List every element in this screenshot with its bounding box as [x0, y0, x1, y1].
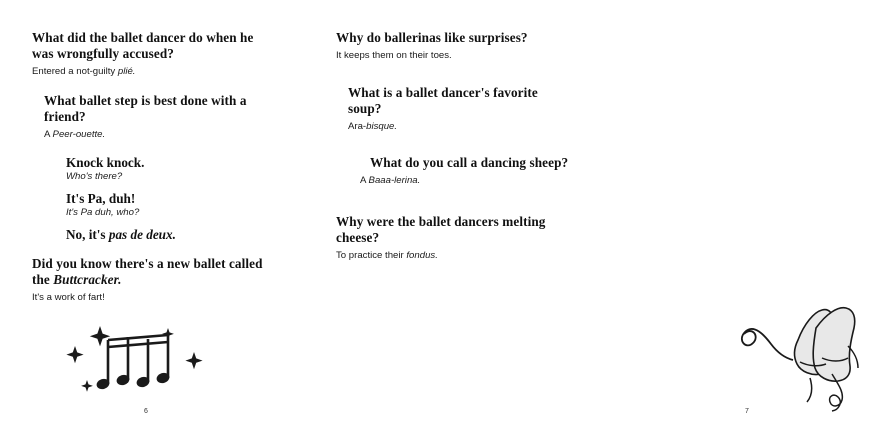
joke-item — [44, 93, 274, 142]
joke-question: What ballet step is best done with a friend? — [44, 92, 247, 124]
right-page — [300, 0, 749, 429]
joke-item — [360, 155, 570, 188]
joke-answer-italic: Baaa-lerina. — [368, 175, 421, 187]
joke-answer: To practice their fondus. — [336, 249, 438, 261]
joke-answer-italic: plié. — [117, 66, 136, 78]
joke-question: What do you call a dancing sheep? — [370, 155, 569, 171]
joke-answer: Ara-bisque. — [348, 120, 398, 132]
joke-answer: A Baaa-lerina. — [360, 175, 421, 187]
joke-answer-italic: Peer-ouette. — [52, 128, 106, 140]
joke-answer-italic: bisque. — [366, 120, 398, 132]
joke-question: Why were the ballet dancers melting cheese? — [336, 213, 546, 245]
joke-answer: A Peer-ouette. — [44, 128, 106, 140]
joke-item — [32, 30, 274, 79]
left-page — [0, 0, 300, 429]
joke-question-italic: Buttcracker. — [53, 271, 122, 287]
joke-item — [336, 214, 570, 263]
joke-item — [336, 30, 570, 63]
ballet-pointe-shoes-illustration — [740, 300, 880, 410]
joke-answer: It keeps them on their toes. — [336, 50, 452, 62]
page-number-right: 7 — [745, 408, 749, 415]
joke-question: What is a ballet dancer's favorite soup? — [348, 84, 538, 116]
page-number-left: 6 — [144, 408, 148, 415]
joke-answer: It's a work of fart! — [32, 291, 105, 303]
knock-knock-line-1: Knock knock. — [66, 155, 145, 171]
knock-knock-joke — [66, 155, 274, 242]
knock-knock-response-2: It's Pa duh, who? — [66, 206, 140, 218]
joke-question: Why do ballerinas like surprises? — [336, 30, 528, 45]
knock-knock-response-1: Who's there? — [66, 171, 123, 183]
joke-question: What did the ballet dancer do when he was wrongfully accused? — [32, 30, 254, 62]
musical-notes-illustration — [42, 318, 232, 404]
joke-item — [348, 85, 570, 134]
joke-answer: Entered a not-guilty plié. — [32, 66, 136, 78]
knock-knock-punchline-italic: pas de deux. — [108, 226, 176, 242]
joke-question: Did you know there's a new ballet called the Buttcracker. — [32, 255, 263, 287]
knock-knock-punchline: No, it's pas de deux. — [66, 226, 176, 242]
knock-knock-line-2: It's Pa, duh! — [66, 191, 136, 207]
joke-item — [32, 256, 274, 305]
joke-answer-italic: fondus. — [406, 249, 438, 261]
